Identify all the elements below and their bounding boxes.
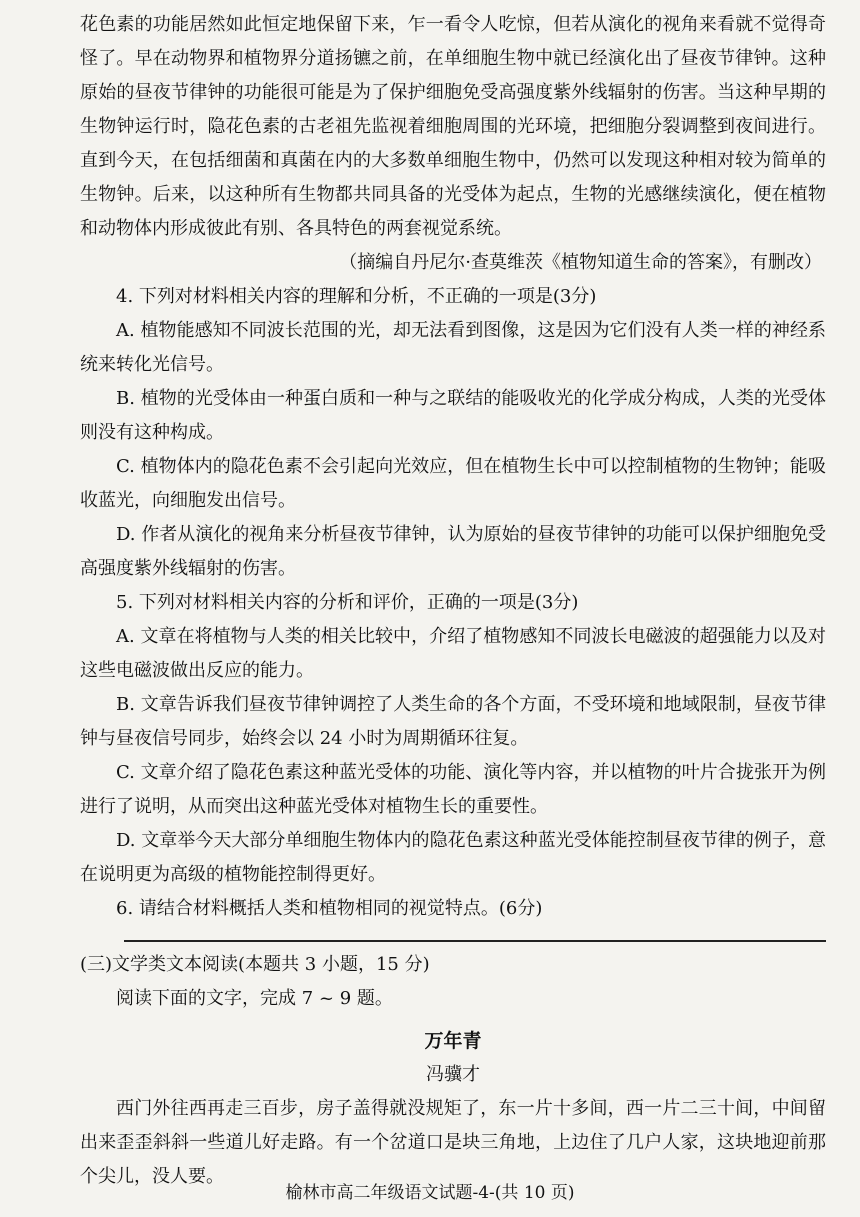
question-5-option-b: B. 文章告诉我们昼夜节律钟调控了人类生命的各个方面，不受环境和地域限制，昼夜节律钟与昼夜信号同步，始终会以 24 小时为周期循环往复。	[80, 694, 826, 749]
section-divider	[124, 940, 826, 942]
page-footer: 榆林市高二年级语文试题-4-(共 10 页)	[285, 1183, 575, 1203]
question-5	[80, 586, 826, 892]
question-5-option-d: D. 文章举今天大部分单细胞生物体内的隐花色素这种蓝光受体能控制昼夜节律的例子，意在说明更为高级的植物能控制得更好。	[80, 830, 826, 885]
story-paragraph: 西门外往西再走三百步，房子盖得就没规矩了，东一片十多间，西一片二三十间，中间留出来歪歪斜斜一些道儿好走路。有一个岔道口是块三角地，上边住了几户人家，这块地迎前那个尖儿，没人要。	[80, 1098, 826, 1187]
question-5-stem: 5. 下列对材料相关内容的分析和评价，正确的一项是(3分)	[116, 592, 579, 613]
question-4-stem: 4. 下列对材料相关内容的理解和分析，不正确的一项是(3分)	[116, 286, 597, 307]
question-6-stem: 6. 请结合材料概括人类和植物相同的视觉特点。(6分)	[116, 898, 543, 919]
question-4-option-b: B. 植物的光受体由一种蛋白质和一种与之联结的能吸收光的化学成分构成，人类的光受体则没有这种构成。	[80, 388, 826, 443]
question-5-option-c: C. 文章介绍了隐花色素这种蓝光受体的功能、演化等内容，并以植物的叶片合拢张开为例进行了说明，从而突出这种蓝光受体对植物生长的重要性。	[80, 762, 826, 817]
passage-source: （摘编自丹尼尔·查莫维茨《植物知道生命的答案》，有删改）	[339, 252, 822, 273]
passage-paragraph: 花色素的功能居然如此恒定地保留下来，乍一看令人吃惊，但若从演化的视角来看就不觉得奇怪了。早在动物界和植物界分道扬镳之前，在单细胞生物中就已经演化出了昼夜节律钟。这种原始的昼夜节律钟的功能很可能是为了保护细胞免受高强度紫外线辐射的伤害。当这种早期的生物钟运行时，隐花色素的古老祖先监视着细胞周围的光环境，把细胞分裂调整到夜间进行。直到今天，在包括细菌和真菌在内的大多数单细胞生物中，仍然可以发现这种相对较为简单的生物钟。后来，以这种所有生物都共同具备的光受体为起点，生物的光感继续演化，便在植物和动物体内形成彼此有别、各具特色的两套视觉系统。	[80, 14, 826, 239]
section-3-instruction: 阅读下面的文字，完成 7 ~ 9 题。	[116, 988, 393, 1009]
section-3-heading: (三)文学类文本阅读(本题共 3 小题，15 分)	[80, 954, 430, 975]
story-author: 冯骥才	[426, 1064, 480, 1085]
question-4-option-c: C. 植物体内的隐花色素不会引起向光效应，但在植物生长中可以控制植物的生物钟；能吸收蓝光，向细胞发出信号。	[80, 456, 826, 511]
story-title: 万年青	[424, 1030, 482, 1052]
question-5-option-a: A. 文章在将植物与人类的相关比较中，介绍了植物感知不同波长电磁波的超强能力以及对这些电磁波做出反应的能力。	[80, 626, 826, 681]
question-4	[80, 280, 826, 586]
question-4-option-a: A. 植物能感知不同波长范围的光，却无法看到图像，这是因为它们没有人类一样的神经系统来转化光信号。	[80, 320, 826, 375]
question-4-option-d: D. 作者从演化的视角来分析昼夜节律钟，认为原始的昼夜节律钟的功能可以保护细胞免受高强度紫外线辐射的伤害。	[80, 524, 826, 579]
